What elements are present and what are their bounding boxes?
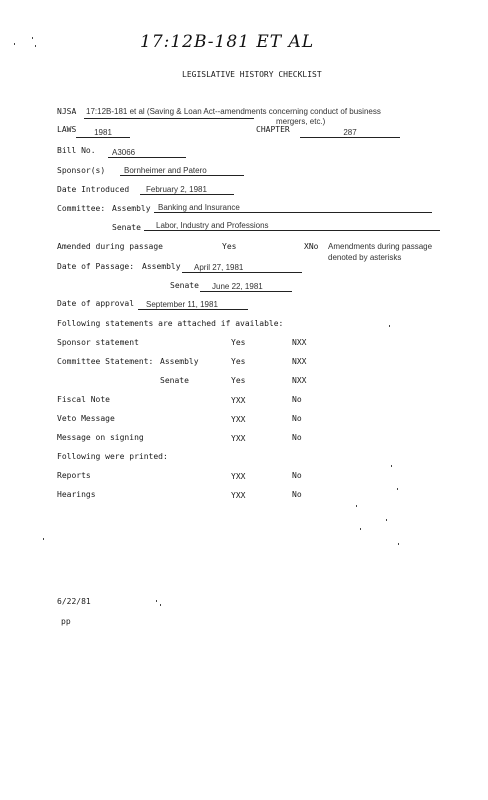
sponsors-label: Sponsor(s) <box>57 166 106 175</box>
footer-date: 6/22/81 <box>57 597 91 606</box>
committee-statement-assembly-no: NXX <box>292 357 307 366</box>
laws-value: 1981 <box>76 128 130 138</box>
sponsors-value: Bornheimer and Patero <box>120 166 244 176</box>
bill-label: Bill No. <box>57 146 96 155</box>
reports-yes-struck: YXX <box>231 472 246 481</box>
fiscal-note-no: No <box>292 395 302 404</box>
amended-no-struck: XNo <box>304 242 319 251</box>
committee-statement-senate-no: NXX <box>292 376 307 385</box>
printed-heading: Following were printed: <box>57 452 168 461</box>
njsa-label: NJSA <box>57 107 77 116</box>
passage-assembly-value: April 27, 1981 <box>182 263 302 273</box>
amended-note: Amendments during passage <box>328 242 433 251</box>
passage-label: Date of Passage: <box>57 262 135 271</box>
scan-speck <box>156 600 157 602</box>
bill-value: A3066 <box>108 148 186 158</box>
hearings-no: No <box>292 490 302 499</box>
scan-speck <box>389 325 390 327</box>
scan-speck <box>160 604 161 606</box>
committee-label: Committee: <box>57 204 106 213</box>
amended-yes: Yes <box>222 242 237 251</box>
scan-speck <box>360 528 361 530</box>
passage-assembly-label: Assembly <box>142 262 181 271</box>
scan-speck <box>398 543 399 545</box>
date-introduced-value: February 2, 1981 <box>140 185 234 195</box>
handwritten-title: 17:12B-181 ET AL <box>140 32 315 52</box>
committee-senate-value: Labor, Industry and Professions <box>144 221 440 231</box>
footer-initials: pp <box>61 617 71 626</box>
scan-speck <box>356 505 357 507</box>
committee-statement-senate-label: Senate <box>160 376 189 385</box>
njsa-value: 17:12B-181 et al (Saving & Loan Act--amendments concerning conduct of business <box>86 107 381 116</box>
veto-message-no: No <box>292 414 302 423</box>
fiscal-note-yes-struck: YXX <box>231 396 246 405</box>
fiscal-note-label: Fiscal Note <box>57 395 110 404</box>
committee-assembly-label: Assembly <box>112 204 151 213</box>
committee-statement-assembly-yes: Yes <box>231 357 246 366</box>
scan-speck <box>397 488 398 490</box>
sponsor-statement-yes: Yes <box>231 338 246 347</box>
sponsor-statement-label: Sponsor statement <box>57 338 139 347</box>
njsa-value-continued: mergers, etc.) <box>276 117 326 126</box>
committee-statement-assembly-label: Assembly <box>160 357 199 366</box>
attached-heading: Following statements are attached if available: <box>57 319 284 328</box>
amended-note-line2: denoted by asterisks <box>328 253 402 262</box>
scan-speck <box>386 519 387 521</box>
hearings-yes-struck: YXX <box>231 491 246 500</box>
message-signing-no: No <box>292 433 302 442</box>
committee-senate-label: Senate <box>112 223 141 232</box>
amended-label: Amended during passage <box>57 242 163 251</box>
scan-speck <box>14 43 15 45</box>
passage-senate-value: June 22, 1981 <box>200 282 292 292</box>
committee-statement-label: Committee Statement: <box>57 357 154 366</box>
approval-label: Date of approval <box>57 299 135 308</box>
scan-speck <box>32 37 33 39</box>
approval-value: September 11, 1981 <box>138 300 248 310</box>
reports-no: No <box>292 471 302 480</box>
chapter-value: 287 <box>300 128 400 138</box>
hearings-label: Hearings <box>57 490 96 499</box>
veto-message-label: Veto Message <box>57 414 115 423</box>
checklist-title: LEGISLATIVE HISTORY CHECKLIST <box>182 70 322 79</box>
message-signing-label: Message on signing <box>57 433 144 442</box>
laws-label: LAWS <box>57 125 77 134</box>
scan-speck <box>35 45 36 47</box>
njsa-underline <box>84 118 254 119</box>
scan-speck <box>391 465 392 467</box>
reports-label: Reports <box>57 471 91 480</box>
message-signing-yes-struck: YXX <box>231 434 246 443</box>
committee-statement-senate-yes: Yes <box>231 376 246 385</box>
veto-message-yes-struck: YXX <box>231 415 246 424</box>
passage-senate-label: Senate <box>170 281 199 290</box>
date-introduced-label: Date Introduced <box>57 185 130 194</box>
committee-assembly-value: Banking and Insurance <box>154 203 432 213</box>
scan-speck <box>43 538 44 540</box>
sponsor-statement-no: NXX <box>292 338 307 347</box>
chapter-label: CHAPTER <box>256 125 290 134</box>
